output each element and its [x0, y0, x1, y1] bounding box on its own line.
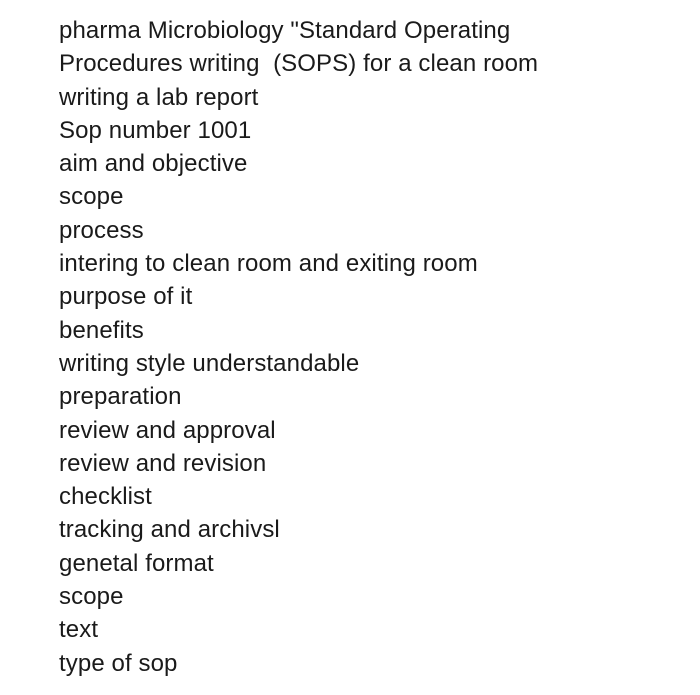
text-line: review and approval: [59, 416, 276, 444]
text-line: type of sop: [59, 649, 178, 677]
text-line: purpose of it: [59, 283, 193, 311]
text-line: preparation: [59, 383, 182, 411]
text-line: Procedures writing (SOPS) for a clean room: [59, 50, 539, 78]
text-line: scope: [59, 183, 124, 211]
text-line: review and revision: [59, 449, 267, 477]
text-line: scope: [59, 583, 124, 611]
text-line: tracking and archivsl: [59, 516, 280, 544]
text-line: pharma Microbiology "Standard Operating: [59, 17, 511, 44]
text-line: checklist: [59, 483, 152, 511]
document-text-block: [59, 14, 679, 680]
text-line: aim and objective: [59, 150, 248, 178]
text-line: benefits: [59, 316, 144, 344]
text-line: process: [59, 216, 144, 244]
text-line: Sop number 1001: [59, 116, 252, 144]
text-line: writing style understandable: [59, 349, 360, 377]
text-line: text: [59, 616, 99, 644]
text-line: intering to clean room and exiting room: [59, 250, 478, 278]
text-line: writing a lab report: [59, 83, 259, 111]
text-line: genetal format: [59, 549, 214, 577]
